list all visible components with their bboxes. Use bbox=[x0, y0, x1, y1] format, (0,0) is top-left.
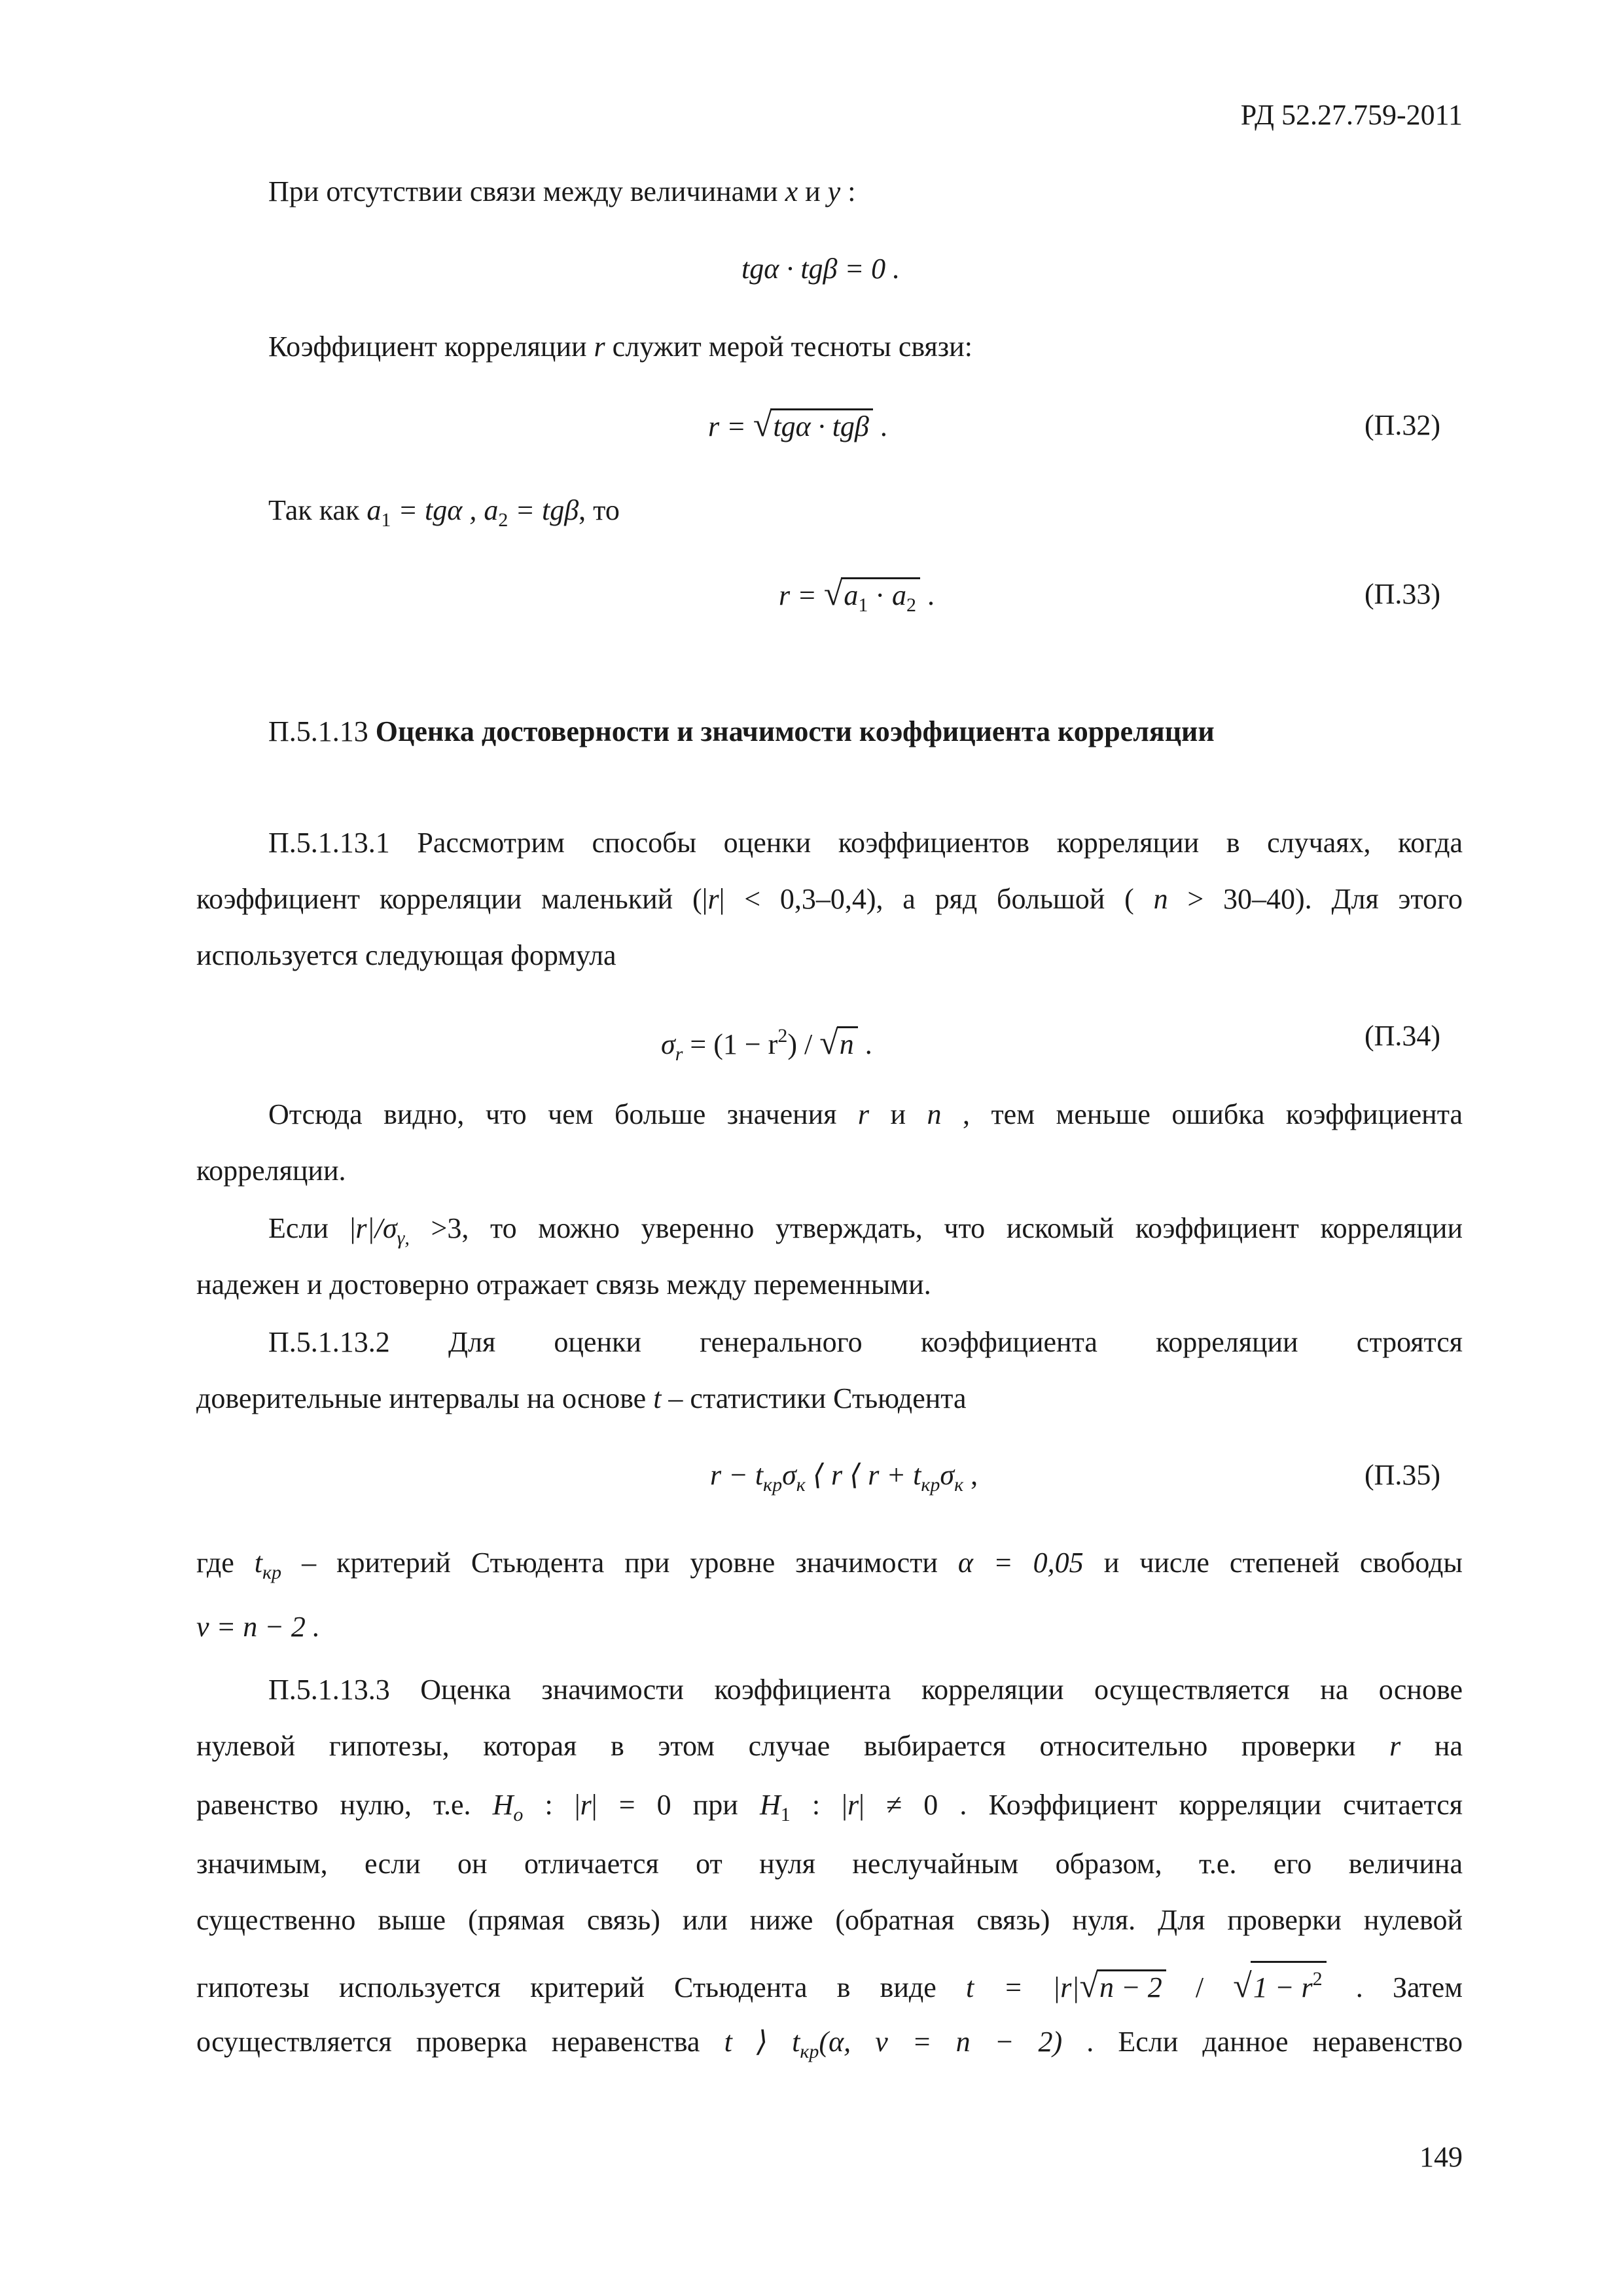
page-number: 149 bbox=[1419, 2141, 1463, 2173]
formula-p34: $\sigma_r = (1 - r^2) / √n$ . bbox=[661, 1024, 872, 1065]
formula-inline: ν = n − 2 . bbox=[196, 1611, 320, 1643]
section-heading: П.5.1.13 Оценка достоверности и значимости коэффициента корреляции bbox=[268, 715, 1215, 747]
formula-p33: $r = √a_1 \cdot a_2$ . bbox=[779, 576, 935, 622]
paragraph-line: П.5.1.13.1 Рассмотрим способы оценки коэффициентов корреляции в случаях, когда bbox=[268, 827, 1463, 859]
text-line: При отсутствии связи между величинами x и y : bbox=[268, 175, 856, 207]
paragraph-line: используется следующая формула bbox=[196, 939, 616, 971]
paragraph-line: Отсюда видно, что чем больше значения r и n , тем меньше ошибка коэффициента bbox=[268, 1098, 1463, 1130]
paragraph-line: корреляции. bbox=[196, 1155, 346, 1187]
paragraph-line: значимым, если он отличается от нуля неслучайным образом, т.е. его величина bbox=[196, 1848, 1463, 1880]
paragraph-line: коэффициент корреляции маленький (|r| < 0,3–0,4), а ряд большой ( n > 30–40). Для этого bbox=[196, 883, 1463, 915]
paragraph-line: доверительные интервалы на основе t – статистики Стьюдента bbox=[196, 1382, 967, 1414]
paragraph-line: П.5.1.13.2 Для оценки генерального коэффициента корреляции строятся bbox=[268, 1326, 1463, 1358]
paragraph-line: П.5.1.13.3 Оценка значимости коэффициента корреляции осуществляется на основе bbox=[268, 1674, 1463, 1706]
paragraph-line: нулевой гипотезы, которая в этом случае выбирается относительно проверки r на bbox=[196, 1730, 1463, 1762]
formula-p32: r = √tgα · tgβ . bbox=[708, 406, 887, 444]
document-code: РД 52.27.759-2011 bbox=[1240, 99, 1463, 131]
text-line: Так как $a_1 = tg\alpha$ , $a_2 = tg\beta$, то bbox=[268, 494, 620, 531]
formula-no-correlation: tgα · tgβ = 0 . bbox=[741, 253, 901, 285]
equation-number-p35: (П.35) bbox=[1364, 1459, 1441, 1491]
equation-number-p32: (П.32) bbox=[1364, 409, 1441, 441]
formula-p35: $r - t_{кр}\sigma_к$ ⟨ r ⟨ $r + t_{кр}\sigma_к$ , bbox=[710, 1459, 978, 1496]
paragraph-line: надежен и достоверно отражает связь между переменными. bbox=[196, 1268, 931, 1300]
paragraph-line: осуществляется проверка неравенства t ⟩ $t_{кр}(\alpha$, ν = n − 2) . Если данное неравенство bbox=[196, 2026, 1463, 2062]
equation-number-p34: (П.34) bbox=[1364, 1020, 1441, 1052]
paragraph-line: существенно выше (прямая связь) или ниже (обратная связь) нуля. Для проверки нулевой bbox=[196, 1904, 1463, 1936]
paragraph-line: гипотезы используется критерий Стьюдента в виде $t = |r|√n - 2 / √1 - r^2$ . Затем bbox=[196, 1961, 1463, 2006]
text-line: Коэффициент корреляции r служит мерой тесноты связи: bbox=[268, 331, 972, 363]
paragraph-line: где $t_{кр}$ – критерий Стьюдента при уровне значимости α = 0,05 и числе степеней свободы bbox=[196, 1547, 1463, 1583]
equation-number-p33: (П.33) bbox=[1364, 578, 1441, 610]
paragraph-line: равенство нулю, т.е. $H_о$ : |r| = 0 при $H_1$ : |r| ≠ 0 . Коэффициент корреляции считается bbox=[196, 1789, 1463, 1825]
paragraph-line: Если $|r|/\sigma_{\gamma,} >3$, то можно уверенно утверждать, что искомый коэффициент корреляции bbox=[268, 1212, 1463, 1249]
